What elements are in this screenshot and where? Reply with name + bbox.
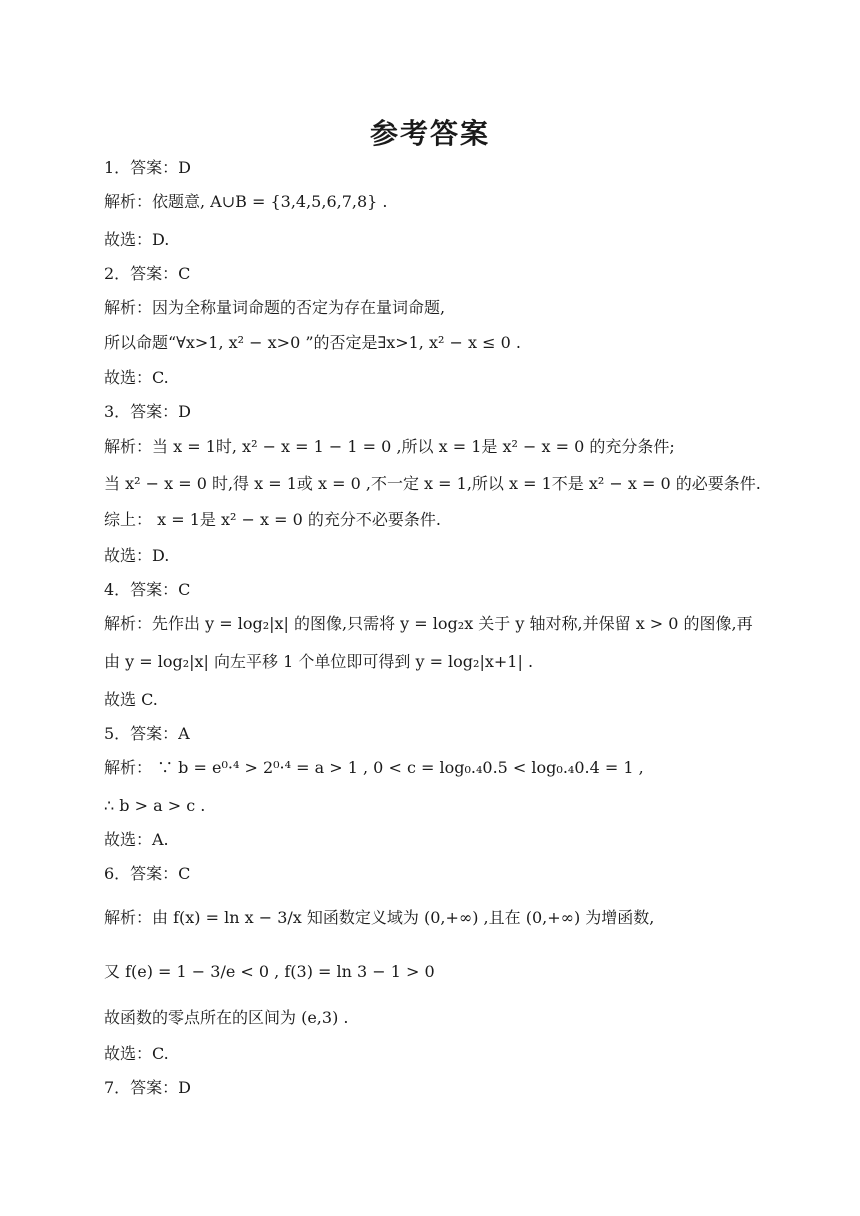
- answer-4-explanation-2: 由 y = log₂|x| 向左平移 1 个单位即可得到 y = log₂|x+1| .: [104, 652, 534, 671]
- answer-5-label: 5．答案：A: [104, 724, 190, 743]
- answer-6-explanation-2: 又 f(e) = 1 − 3/e < 0 , f(3) = ln 3 − 1 > 0: [104, 962, 435, 981]
- answer-6-explanation-1: 解析：由 f(x) = ln x − 3/x 知函数定义域为 (0,+∞) ,且在 (0,+∞) 为增函数,: [104, 908, 655, 927]
- answer-4-label: 4．答案：C: [104, 580, 191, 599]
- answer-4-choice: 故选 C.: [104, 690, 158, 709]
- answer-2-explanation-1: 解析：因为全称量词命题的否定为存在量词命题,: [104, 298, 446, 317]
- answer-4-explanation-1: 解析：先作出 y = log₂|x| 的图像,只需将 y = log₂x 关于 y 轴对称,并保留 x > 0 的图像,再: [104, 614, 753, 633]
- answer-1-choice: 故选：D.: [104, 230, 170, 249]
- answer-7-label: 7．答案：D: [104, 1078, 192, 1097]
- answer-1-explanation: 解析：依题意, A∪B = {3,4,5,6,7,8} .: [104, 192, 388, 211]
- answer-2-explanation-2: 所以命题“∀x>1, x² − x>0 ”的否定是∃x>1, x² − x ≤ 0 .: [104, 333, 521, 352]
- answer-5-explanation-2: ∴ b > a > c .: [104, 796, 206, 815]
- answer-5-explanation-1: 解析： ∵ b = e⁰·⁴ > 2⁰·⁴ = a > 1 , 0 < c = log₀.₄0.5 < log₀.₄0.4 = 1 ,: [104, 758, 644, 777]
- answer-3-explanation-2: 当 x² − x = 0 时,得 x = 1或 x = 0 ,不一定 x = 1,所以 x = 1不是 x² − x = 0 的必要条件.: [104, 474, 761, 493]
- answer-5-choice: 故选：A.: [104, 830, 169, 849]
- answer-1-label: 1．答案：D: [104, 158, 192, 177]
- answer-3-label: 3．答案：D: [104, 402, 192, 421]
- answer-6-choice: 故选：C.: [104, 1044, 169, 1063]
- answer-2-choice: 故选：C.: [104, 368, 169, 387]
- answer-2-label: 2．答案：C: [104, 264, 191, 283]
- answer-3-summary: 综上： x = 1是 x² − x = 0 的充分不必要条件.: [104, 510, 441, 529]
- answer-6-explanation-3: 故函数的零点所在的区间为 (e,3) .: [104, 1008, 349, 1027]
- answer-3-explanation-1: 解析：当 x = 1时, x² − x = 1 − 1 = 0 ,所以 x = 1是 x² − x = 0 的充分条件;: [104, 437, 675, 456]
- page-title: 参考答案: [369, 117, 490, 150]
- answer-6-label: 6．答案：C: [104, 864, 191, 883]
- answer-3-choice: 故选：D.: [104, 546, 170, 565]
